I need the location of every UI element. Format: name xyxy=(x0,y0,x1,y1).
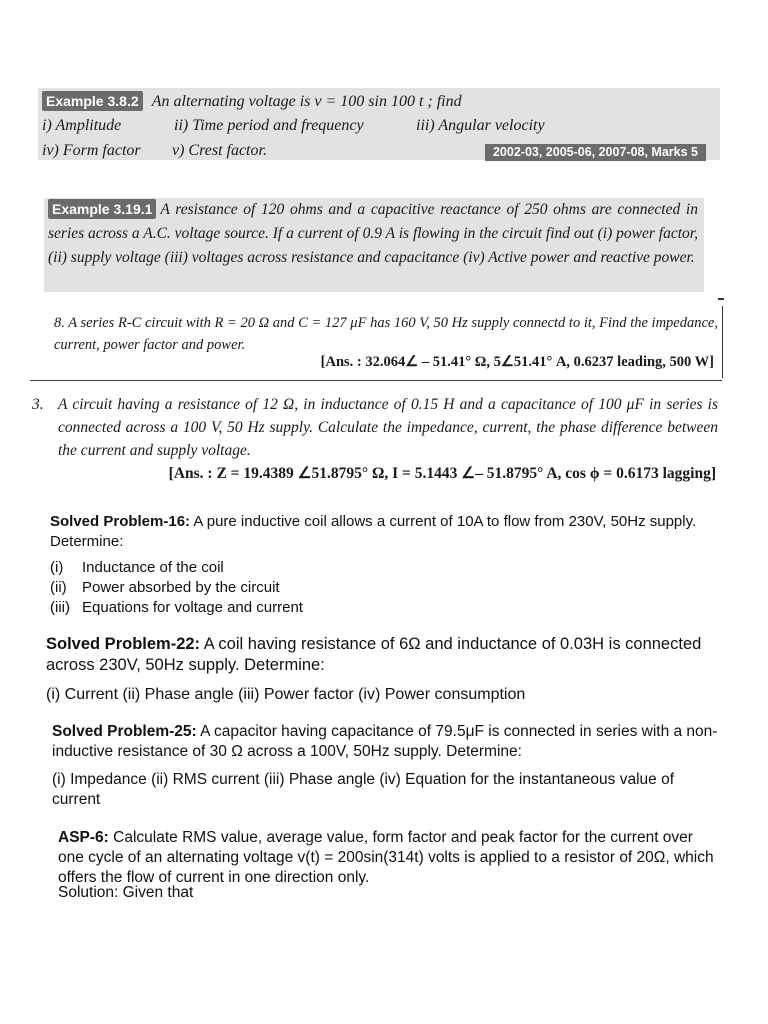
list-item-number: (ii) xyxy=(50,579,67,596)
example-3-8-2-header xyxy=(42,91,462,112)
solved-problem-16-text: A pure inductive coil allows a current of 10A to flow from 230V, 50Hz supply. Determine: xyxy=(50,513,697,550)
problem-9 xyxy=(30,380,722,491)
solved-problem-22 xyxy=(46,634,726,705)
example-3-8-2-box xyxy=(38,88,720,160)
solved-problem-22-parts: (i) Current (ii) Phase angle (iii) Power factor (iv) Power consumption xyxy=(46,686,526,703)
solved-problem-16-list xyxy=(50,558,730,618)
example-3-19-1-tag: Example 3.19.1 xyxy=(48,199,156,219)
item-amplitude: i) Amplitude xyxy=(42,117,122,134)
list-item-text: Power absorbed by the circuit xyxy=(82,579,280,596)
marks-badge: 2002-03, 2005-06, 2007-08, Marks 5 xyxy=(485,144,706,161)
list-item xyxy=(50,598,730,618)
example-3-19-1-text: A resistance of 120 ohms and a capacitive reactance of 250 ohms are connected in series across a A.C. voltage source. If a current of 0.9 A is flowing in the circuit find out (i) power factor, (ii) supply voltage (iii) voltages across resistance and capacitance (iv) Active power and reactive power. xyxy=(48,201,698,266)
asp-6-question xyxy=(58,828,722,888)
asp-6 xyxy=(58,828,722,888)
example-3-8-2-question: An alternating voltage is v = 100 sin 100 t ; find xyxy=(151,93,462,110)
problem-9-number: 3. xyxy=(32,396,44,413)
item-angular-velocity: iii) Angular velocity xyxy=(416,117,545,134)
list-item-text: Inductance of the coil xyxy=(82,559,224,576)
list-item xyxy=(50,578,730,598)
solved-problem-22-question xyxy=(46,634,726,676)
item-form-factor: iv) Form factor xyxy=(42,142,141,159)
asp-6-title: ASP-6: xyxy=(58,829,109,846)
solved-problem-25 xyxy=(52,722,724,810)
solved-problem-25-text: A capacitor having capacitance of 79.5μF is connected in series with a non-inductive resistance of 30 Ω across a 100V, 50Hz supply. Determine: xyxy=(52,723,718,760)
problem-9-answer: [Ans. : Z = 19.4389 ∠51.8795° Ω, I = 5.1443 ∠– 51.8795° A, cos ϕ = 0.6173 lagging] xyxy=(168,465,716,482)
asp-6-text: Calculate RMS value, average value, form factor and peak factor for the current over one cycle of an alternating voltage v(t) = 200sin(314t) volts is applied to a resistor of 20Ω, which offers the flow of current in one direction only. xyxy=(58,829,714,886)
solved-problem-16-question xyxy=(50,512,730,552)
corner-mark xyxy=(718,298,724,300)
item-crest-factor: v) Crest factor. xyxy=(172,142,267,159)
example-3-19-1-box xyxy=(44,198,704,292)
solved-problem-16 xyxy=(50,512,730,618)
cut-off-text: Solution: Given that xyxy=(58,884,194,901)
cut-off-line xyxy=(58,884,238,902)
problem-8-text: 8. A series R-C circuit with R = 20 Ω and C = 127 μF has 160 V, 50 Hz supply connectd to it, Find the impedance, current, power factor and power. xyxy=(54,315,718,353)
list-item-number: (iii) xyxy=(50,599,70,616)
item-time-period: ii) Time period and frequency xyxy=(174,117,364,134)
problem-9-text: A circuit having a resistance of 12 Ω, in inductance of 0.15 H and a capacitance of 100 μF in series is connected across a 100 V, 50 Hz supply. Calculate the impedance, current, the phase difference between the current and supply voltage. xyxy=(58,396,718,459)
example-3-8-2-tag: Example 3.8.2 xyxy=(42,91,143,111)
solved-problem-22-text: A coil having resistance of 6Ω and inductance of 0.03H is connected across 230V, 50Hz supply. Determine: xyxy=(46,635,702,674)
list-item-text: Equations for voltage and current xyxy=(82,599,303,616)
example-3-19-1-paragraph xyxy=(48,198,698,270)
list-item xyxy=(50,558,730,578)
solved-problem-25-parts: (i) Impedance (ii) RMS current (iii) Phase angle (iv) Equation for the instantaneous value of current xyxy=(52,771,675,808)
solved-problem-16-title: Solved Problem-16: xyxy=(50,513,191,530)
solved-problem-25-question xyxy=(52,722,724,762)
list-item-number: (i) xyxy=(50,559,64,576)
problem-8 xyxy=(38,306,723,378)
solved-problem-22-title: Solved Problem-22: xyxy=(46,635,201,653)
problem-8-answer: [Ans. : 32.064∠ – 51.41° Ω, 5∠51.41° A, 0.6237 leading, 500 W] xyxy=(320,354,714,370)
solved-problem-25-title: Solved Problem-25: xyxy=(52,723,197,740)
